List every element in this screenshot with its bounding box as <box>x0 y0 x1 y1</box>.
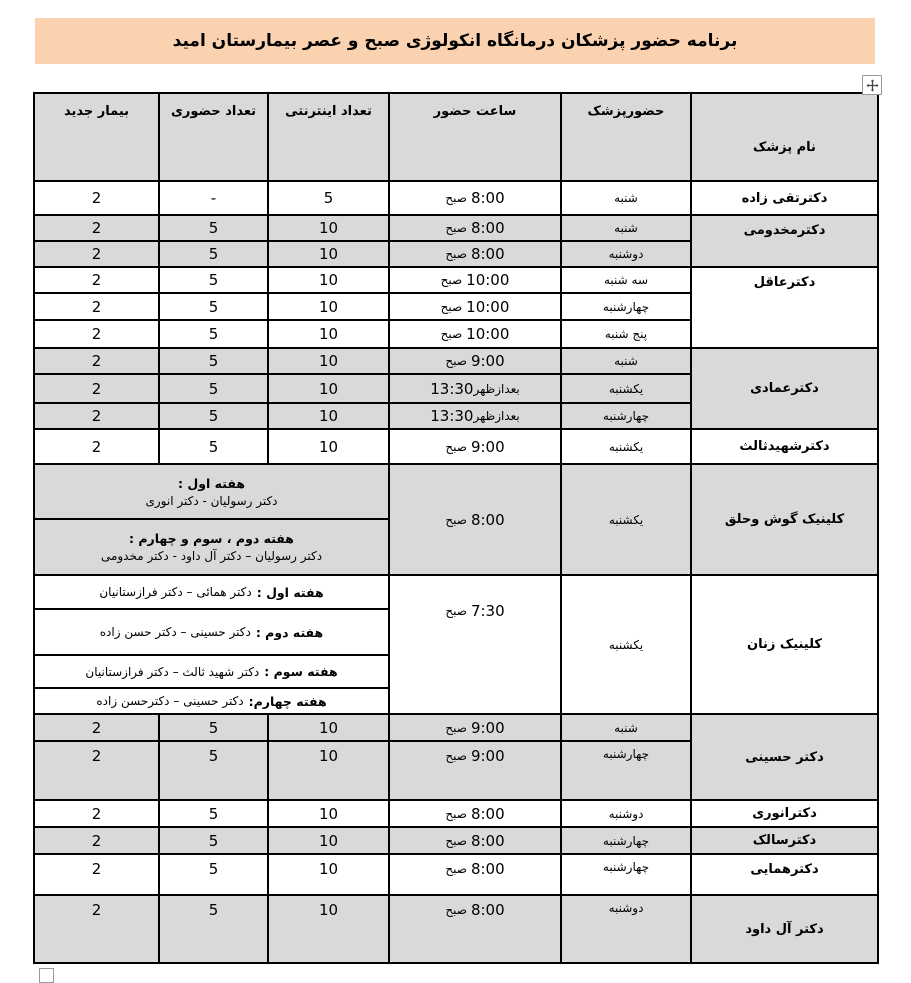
inperson-count-cell: 5 <box>159 854 268 895</box>
new-patient-cell: 2 <box>34 374 159 403</box>
table-resize-handle[interactable] <box>39 968 54 983</box>
time-digits: 8:00 <box>470 860 505 878</box>
time-cell <box>389 464 561 575</box>
table-move-handle-icon[interactable] <box>862 75 882 95</box>
time-period: صبح <box>445 833 467 848</box>
doctor-name-cell: دکترهمایی <box>691 854 878 895</box>
internet-count-cell: 10 <box>268 895 389 963</box>
table-row <box>34 714 878 741</box>
inperson-count-cell: 5 <box>159 827 268 854</box>
time-digits: 9:00 <box>470 718 505 737</box>
time-digits: 8:00 <box>470 189 505 207</box>
week-note-doctors: دکتر شهید ثالث – دکتر فرازستانیان <box>85 664 260 679</box>
day-cell: دوشنبه <box>561 800 691 827</box>
time-period: صبح <box>445 191 467 205</box>
doctor-name-cell: دکترشهیدثالث <box>691 429 878 464</box>
week-note-doctors: دکتر رسولیان – دکتر آل داود - دکتر مخدومی <box>100 549 323 563</box>
internet-count-cell: 10 <box>268 267 389 293</box>
time-cell <box>389 215 561 241</box>
week-note-doctors: دکتر رسولیان - دکتر انوری <box>145 493 278 508</box>
clinic-name-cell: کلینیک گوش وحلق <box>691 464 878 575</box>
time-cell <box>389 293 561 320</box>
day-cell: شنبه <box>561 714 691 741</box>
table-row <box>34 895 878 963</box>
new-patient-cell: 2 <box>34 429 159 464</box>
day-cell: سه شنبه <box>561 267 691 293</box>
internet-count-cell: 5 <box>268 181 389 215</box>
table-row <box>34 827 878 854</box>
internet-count-cell: 10 <box>268 714 389 741</box>
inperson-count-cell: 5 <box>159 800 268 827</box>
time-cell <box>389 403 561 429</box>
table-row <box>34 800 878 827</box>
new-patient-cell: 2 <box>34 181 159 215</box>
time-cell <box>389 429 561 464</box>
inperson-count-cell: 5 <box>159 429 268 464</box>
time-digits: 8:00 <box>470 804 505 823</box>
time-digits: 9:00 <box>470 352 505 370</box>
internet-count-cell: 10 <box>268 800 389 827</box>
doctor-name-cell: دکترعاقل <box>691 267 878 348</box>
internet-count-cell: 10 <box>268 854 389 895</box>
week-note-doctors: دکتر حسینی – دکتر حسن زاده <box>99 625 251 639</box>
col-header-hour: ساعت حضور <box>389 93 561 181</box>
time-digits: 8:00 <box>470 901 505 919</box>
time-cell <box>389 241 561 267</box>
day-cell: چهارشنبه <box>561 827 691 854</box>
new-patient-cell: 2 <box>34 241 159 267</box>
four-way-arrow-icon <box>866 79 879 92</box>
time-cell <box>389 854 561 895</box>
time-cell <box>389 741 561 800</box>
week-note <box>35 465 388 520</box>
new-patient-cell: 2 <box>34 827 159 854</box>
inperson-count-cell: 5 <box>159 374 268 403</box>
inperson-count-cell: 5 <box>159 241 268 267</box>
col-header-internet-count: تعداد اینترنتی <box>268 93 389 181</box>
day-cell: چهارشنبه <box>561 741 691 800</box>
table-row <box>34 464 878 575</box>
inperson-count-cell: 5 <box>159 293 268 320</box>
inperson-count-cell: 5 <box>159 215 268 241</box>
word-document-page <box>0 18 911 983</box>
new-patient-cell: 2 <box>34 714 159 741</box>
time-cell <box>389 374 561 403</box>
week-note-title: هفته دوم : <box>255 624 324 640</box>
new-patient-cell: 2 <box>34 320 159 348</box>
col-header-new-patient: بیمار جدید <box>34 93 159 181</box>
new-patient-cell: 2 <box>34 800 159 827</box>
week-note <box>35 689 388 713</box>
time-cell <box>389 320 561 348</box>
time-digits: 9:00 <box>470 437 505 456</box>
time-cell <box>389 714 561 741</box>
doctor-name-cell: دکترتقی زاده <box>691 181 878 215</box>
time-period: صبح <box>445 903 467 917</box>
day-cell: یکشنبه <box>561 464 691 575</box>
time-digits: 10:00 <box>466 297 510 316</box>
time-period: صبح <box>445 354 467 368</box>
new-patient-cell: 2 <box>34 348 159 374</box>
new-patient-cell: 2 <box>34 895 159 963</box>
weeks-stack <box>35 576 388 713</box>
doctor-name-cell: دکترانوری <box>691 800 878 827</box>
day-cell: یکشنبه <box>561 575 691 714</box>
time-period: صبح <box>440 327 463 341</box>
day-cell: شنبه <box>561 181 691 215</box>
week-note <box>35 520 388 574</box>
time-digits: 8:00 <box>470 510 505 529</box>
time-cell <box>389 800 561 827</box>
header-row <box>34 93 878 181</box>
col-header-inperson-count: تعداد حضوری <box>159 93 268 181</box>
internet-count-cell: 10 <box>268 827 389 854</box>
time-cell <box>389 348 561 374</box>
doctor-name-cell: دکترسالک <box>691 827 878 854</box>
day-cell: شنبه <box>561 348 691 374</box>
inperson-count-cell: 5 <box>159 320 268 348</box>
time-period: صبح <box>445 749 467 763</box>
time-digits: 7:30 <box>470 602 505 620</box>
time-period: صبح <box>445 604 467 618</box>
time-period: صبح <box>445 439 467 454</box>
time-period: صبح <box>445 512 467 527</box>
new-patient-cell: 2 <box>34 267 159 293</box>
table-row <box>34 267 878 293</box>
schedule-table-wrap <box>33 92 877 964</box>
inperson-count-cell: 5 <box>159 403 268 429</box>
day-cell: یکشنبه <box>561 429 691 464</box>
time-cell <box>389 895 561 963</box>
time-cell <box>389 827 561 854</box>
week-note-title: هفته دوم ، سوم و چهارم : <box>129 531 294 546</box>
time-digits: 13:30 <box>430 379 474 398</box>
time-digits: 10:00 <box>466 325 510 343</box>
doctor-name-cell: دکتر آل داود <box>691 895 878 963</box>
table-row <box>34 429 878 464</box>
doctor-name-cell: دکترعمادی <box>691 348 878 429</box>
time-cell <box>389 575 561 714</box>
internet-count-cell: 10 <box>268 403 389 429</box>
time-cell <box>389 181 561 215</box>
weeks-notes-cell <box>34 575 389 714</box>
col-header-presence-day: حضورپزشک <box>561 93 691 181</box>
time-digits: 8:00 <box>470 831 505 850</box>
day-cell: چهارشنبه <box>561 403 691 429</box>
internet-count-cell: 10 <box>268 320 389 348</box>
clinic-name-cell: کلینیک زنان <box>691 575 878 714</box>
week-note <box>35 656 388 689</box>
col-header-doctor-name: نام پزشک <box>691 93 878 181</box>
week-note-title: هفته اول : <box>178 475 245 491</box>
weeks-stack <box>35 465 388 574</box>
time-period: صبح <box>440 299 463 314</box>
time-period: صبح <box>445 862 467 876</box>
time-period: صبح <box>445 247 467 261</box>
time-period: بعدازظهر <box>473 409 520 423</box>
inperson-count-cell: 5 <box>159 741 268 800</box>
time-period: صبح <box>445 221 467 235</box>
table-row <box>34 348 878 374</box>
internet-count-cell: 10 <box>268 374 389 403</box>
inperson-count-cell: 5 <box>159 267 268 293</box>
inperson-count-cell: 5 <box>159 348 268 374</box>
time-period: صبح <box>445 720 467 735</box>
day-cell: چهارشنبه <box>561 854 691 895</box>
time-period: بعدازظهر <box>473 381 520 396</box>
day-cell: شنبه <box>561 215 691 241</box>
inperson-count-cell: 5 <box>159 714 268 741</box>
time-cell <box>389 267 561 293</box>
time-digits: 8:00 <box>470 245 505 263</box>
time-digits: 9:00 <box>470 747 505 765</box>
week-note-title: هفته اول : <box>256 584 324 600</box>
internet-count-cell: 10 <box>268 429 389 464</box>
week-note-doctors: دکتر همائی – دکتر فرازستانیان <box>99 585 252 599</box>
doctor-name-cell: دکتر حسینی <box>691 714 878 800</box>
inperson-count-cell: 5 <box>159 895 268 963</box>
new-patient-cell: 2 <box>34 403 159 429</box>
new-patient-cell: 2 <box>34 215 159 241</box>
new-patient-cell: 2 <box>34 854 159 895</box>
table-row <box>34 854 878 895</box>
internet-count-cell: 10 <box>268 215 389 241</box>
internet-count-cell: 10 <box>268 741 389 800</box>
doctor-name-cell: دکترمخدومی <box>691 215 878 267</box>
time-digits: 13:30 <box>430 407 474 425</box>
time-period: صبح <box>440 273 463 287</box>
table-row <box>34 215 878 241</box>
new-patient-cell: 2 <box>34 293 159 320</box>
time-digits: 10:00 <box>466 271 510 289</box>
doctors-schedule-table <box>33 92 879 964</box>
week-note-doctors: دکتر حسینی – دکترحسن زاده <box>96 694 244 708</box>
internet-count-cell: 10 <box>268 348 389 374</box>
day-cell: چهارشنبه <box>561 293 691 320</box>
day-cell: دوشنبه <box>561 241 691 267</box>
time-digits: 8:00 <box>470 219 505 237</box>
table-row <box>34 181 878 215</box>
day-cell: دوشنبه <box>561 895 691 963</box>
day-cell: پنج شنبه <box>561 320 691 348</box>
week-note <box>35 576 388 610</box>
week-note-title: هفته سوم : <box>264 664 338 679</box>
new-patient-cell: 2 <box>34 741 159 800</box>
internet-count-cell: 10 <box>268 293 389 320</box>
table-row <box>34 575 878 714</box>
internet-count-cell: 10 <box>268 241 389 267</box>
weeks-notes-cell <box>34 464 389 575</box>
page-title: برنامه حضور پزشکان درمانگاه انکولوژی صبح و عصر بیمارستان امید <box>35 18 875 64</box>
day-cell: یکشنبه <box>561 374 691 403</box>
week-note-title: هفته چهارم: <box>248 693 327 709</box>
week-note <box>35 610 388 656</box>
time-period: صبح <box>445 806 467 821</box>
inperson-count-cell: - <box>159 181 268 215</box>
